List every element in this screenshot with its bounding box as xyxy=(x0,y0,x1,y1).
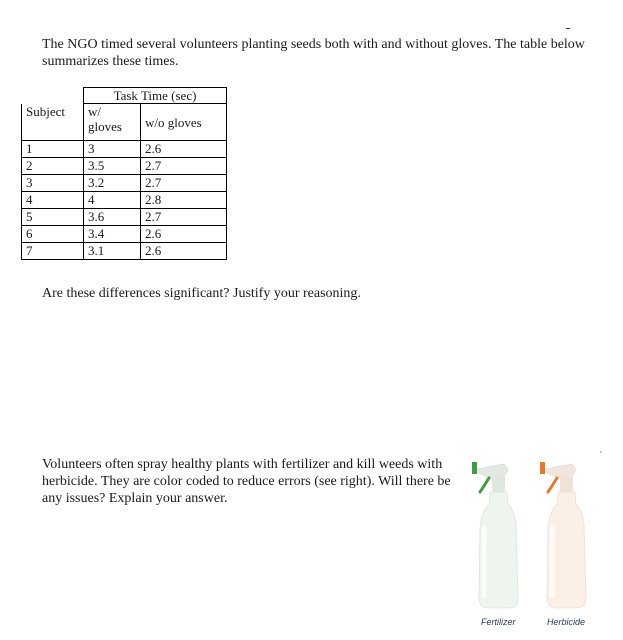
without-gloves-cell: 2.7 xyxy=(141,158,227,175)
table-row xyxy=(22,192,227,209)
with-gloves-cell: 4 xyxy=(84,192,141,209)
with-gloves-cell: 3.4 xyxy=(84,226,141,243)
subject-cell: 6 xyxy=(22,226,84,243)
table-row xyxy=(22,141,227,158)
fertilizer-label: Fertilizer xyxy=(481,617,516,627)
with-gloves-cell: 3.1 xyxy=(84,243,141,260)
herbicide-nozzle xyxy=(540,462,545,474)
table-row xyxy=(22,158,227,175)
subject-cell: 1 xyxy=(22,141,84,158)
fertilizer-trigger xyxy=(480,478,489,492)
without-gloves-cell: 2.6 xyxy=(141,226,227,243)
without-gloves-cell: 2.6 xyxy=(141,243,227,260)
subject-cell: 5 xyxy=(22,209,84,226)
with-gloves-cell: 3 xyxy=(84,141,141,158)
fertilizer-nozzle xyxy=(472,462,477,474)
task-time-table xyxy=(21,87,227,260)
spray-bottles-image xyxy=(462,448,612,628)
subject-cell: 2 xyxy=(22,158,84,175)
with-gloves-header: w/ gloves xyxy=(84,104,141,141)
intro-paragraph: The NGO timed several volunteers planting seeds both with and without gloves. The table below summarizes these times. xyxy=(42,37,585,69)
subject-header: Subject xyxy=(22,104,84,141)
without-gloves-cell: 2.6 xyxy=(141,141,227,158)
subject-cell: 3 xyxy=(22,175,84,192)
table-row xyxy=(22,243,227,260)
significance-question: Are these differences significant? Justify your reasoning. xyxy=(42,286,361,301)
color-coding-question: Volunteers often spray healthy plants with fertilizer and kill weeds with herbicide. They are color coded to reduce errors (see right). Will there be any issues? Explain your answer. xyxy=(42,457,451,506)
fertilizer-bottle-icon xyxy=(472,462,518,608)
table-header-row xyxy=(22,88,227,104)
subject-cell: 7 xyxy=(22,243,84,260)
subject-cell: 4 xyxy=(22,192,84,209)
with-gloves-cell: 3.5 xyxy=(84,158,141,175)
table-row xyxy=(22,226,227,243)
without-gloves-cell: 2.8 xyxy=(141,192,227,209)
table-row xyxy=(22,175,227,192)
task-time-header: Task Time (sec) xyxy=(84,88,227,104)
table-row xyxy=(22,209,227,226)
with-gloves-cell: 3.6 xyxy=(84,209,141,226)
with-gloves-cell: 3.2 xyxy=(84,175,141,192)
stray-mark xyxy=(566,28,570,29)
herbicide-trigger xyxy=(548,478,557,492)
without-gloves-cell: 2.7 xyxy=(141,209,227,226)
herbicide-label: Herbicide xyxy=(547,617,586,627)
without-gloves-cell: 2.7 xyxy=(141,175,227,192)
table-subheader-row xyxy=(22,104,227,141)
without-gloves-header: w/o gloves xyxy=(141,104,227,141)
herbicide-bottle-icon xyxy=(540,462,586,608)
